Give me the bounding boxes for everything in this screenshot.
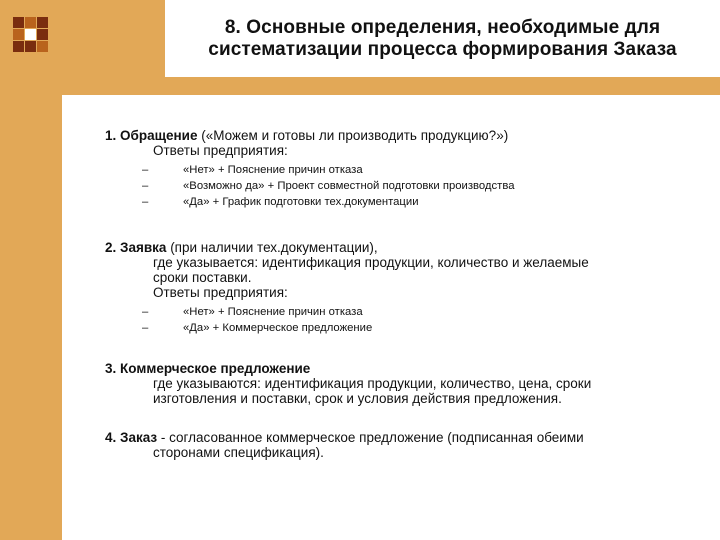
- slide-title: [165, 0, 720, 77]
- section-heading: 3. Коммерческое предложение: [105, 361, 311, 376]
- left-accent-band: [0, 0, 62, 540]
- section-line: где указываются: идентификация продукции, количество, цена, сроки: [153, 376, 592, 391]
- title-line-1: 8. Основные определения, необходимые для: [224, 16, 661, 38]
- section-term: Коммерческое предложение: [120, 361, 311, 376]
- section-line: сторонами спецификация).: [153, 445, 324, 460]
- list-item: – «Да» + Коммерческое предложение: [142, 322, 373, 334]
- section-zayavka: [105, 240, 705, 336]
- section-line: сроки поставки.: [153, 270, 252, 285]
- answer-list: [105, 162, 705, 210]
- list-item: – «Нет» + Пояснение причин отказа: [142, 306, 363, 318]
- section-term: Обращение: [120, 128, 198, 143]
- logo-squares-icon: [13, 17, 49, 53]
- section-zakaz: [105, 430, 705, 460]
- list-item: – «Да» + График подготовки тех.документации: [142, 196, 419, 208]
- section-kommercheskoe-predlozhenie: [105, 361, 705, 406]
- section-obrashchenie: [105, 128, 705, 210]
- title-line-2: систематизации процесса формирования Заказа: [208, 38, 677, 60]
- section-line: изготовления и поставки, срок и условия действия предложения.: [153, 391, 562, 406]
- section-heading: 2. Заявка (при наличии тех.документации),: [105, 240, 378, 255]
- section-line: Ответы предприятия:: [153, 285, 288, 300]
- list-item: – «Нет» + Пояснение причин отказа: [142, 164, 363, 176]
- section-line: Ответы предприятия:: [153, 143, 288, 158]
- section-heading: 1. Обращение («Можем и готовы ли производить продукцию?»): [105, 128, 509, 143]
- answer-list: [105, 304, 705, 336]
- section-line: где указывается: идентификация продукции, количество и желаемые: [153, 255, 589, 270]
- section-term: Заявка: [120, 240, 167, 255]
- section-term: Заказ: [120, 430, 158, 445]
- section-heading: 4. Заказ - согласованное коммерческое предложение (подписанная обеими: [105, 430, 584, 445]
- list-item: – «Возможно да» + Проект совместной подготовки производства: [142, 180, 515, 192]
